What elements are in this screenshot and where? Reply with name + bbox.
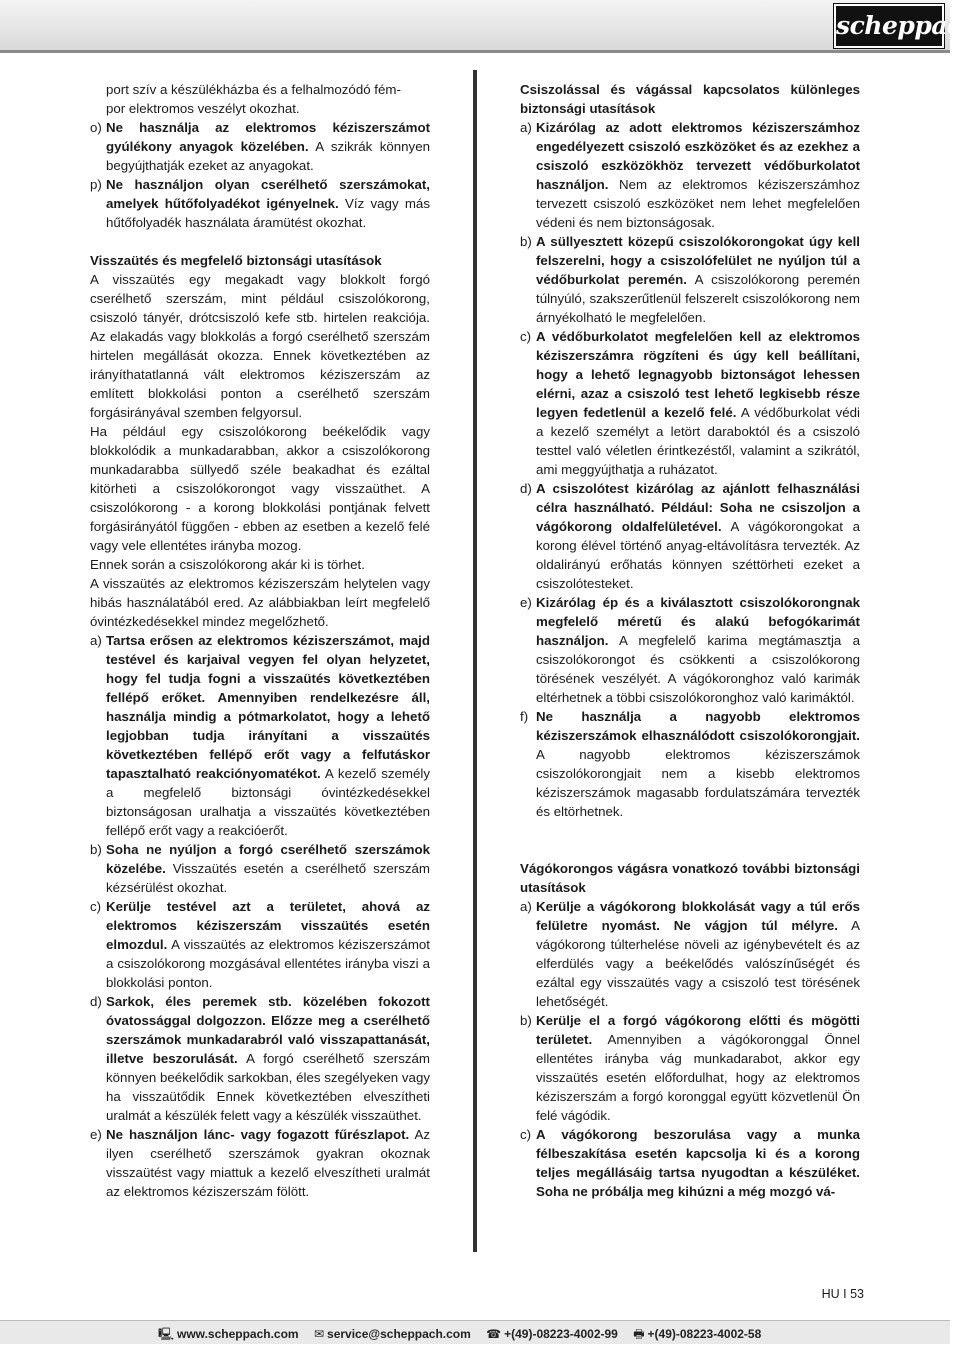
- footer-phone-text: +(49)-08223-4002-99: [504, 1327, 618, 1341]
- item-label: c): [90, 899, 102, 914]
- item-text: Víz vagy más hűtőfolyadék használata áramütést okozhat.: [106, 196, 430, 230]
- item-label: p): [90, 177, 102, 192]
- item-bold-text: Kerülje a vágókorong blokkolását vagy a túl erős felületre nyomást. Ne vágjon túl mélyre.: [536, 899, 860, 933]
- item-text: Amennyiben a vágókoronggal Önnel ellentétes irányba vág munkadarabot, akkor egy visszaütés esetén előfordulhat, hogy az elektromos kéziszerszám a forgó koronggal együtt közvetlenül Ön felé vágódik.: [536, 1032, 860, 1123]
- kickback-item: [90, 897, 430, 992]
- item-bold-text: A vágókorong beszorulása vagy a munka félbeszakítása esetén kapcsolja ki és a korong teljes megállásáig tartsa nyugodtan a készüléket. Soha ne próbálja meg kihúzni a még mozgó vá-: [536, 1127, 860, 1199]
- item-text: A védőburkolat védi a kezelő személyt a letört daraboktól és a csiszoló testtel való véletlen érintkezéstől, valamint a szikrától, ami meggyújthatja a ruházatot.: [536, 405, 860, 477]
- cutting-item: [520, 1125, 860, 1201]
- continuation-line-1: port szív a készülékházba és a felhalmozódó fém-: [106, 82, 401, 97]
- kickback-heading: Visszaütés és megfelelő biztonsági utasítások: [90, 253, 382, 268]
- page-number: HU I 53: [821, 1287, 864, 1301]
- item-bold-text: Soha ne nyúljon a forgó cserélhető szerszámok közelébe.: [106, 842, 430, 876]
- item-label: a): [90, 633, 102, 648]
- item-label: a): [520, 120, 532, 135]
- item-label: c): [520, 329, 532, 344]
- item-text: A szikrák könnyen begyújthatják ezeket az anyagokat.: [106, 139, 430, 173]
- header-band: [0, 0, 950, 53]
- kickback-paragraph-4: A visszaütés az elektromos kéziszerszám helytelen vagy hibás használatából ered. Az alábbiakban leírt megfelelő óvintézkedésekkel mindez megelőzhető.: [90, 576, 430, 629]
- item-text: A csiszolókorong peremén túlnyúló, szakszerűtlenül felszerelt csiszolókorong nem árnyékolható le megfelelően.: [536, 272, 860, 325]
- item-bold-text: Kerülje el a forgó vágókorong előtti és mögötti területet.: [536, 1013, 860, 1047]
- item-label: b): [520, 1013, 532, 1028]
- grinding-list: [520, 118, 860, 821]
- left-top-list: [90, 118, 430, 232]
- item-bold-text: Kizárólag ép és a kiválasztott csiszolókorongnak megfelelő méretű és alakú befogókarimát használjon.: [536, 595, 860, 648]
- item-bold-text: Kerülje testével azt a területet, ahová az elektromos kéziszerszám visszaütés esetén elmozdul.: [106, 899, 430, 952]
- grinding-item: [520, 707, 860, 821]
- kickback-list: [90, 631, 430, 1201]
- item-bold-text: Ne használjon olyan cserélhető szerszámokat, amelyek hűtőfolyadékot igényelnek.: [106, 177, 430, 211]
- item-label: b): [90, 842, 102, 857]
- grinding-item: [520, 232, 860, 327]
- item-label: b): [520, 234, 532, 249]
- item-label: c): [520, 1127, 532, 1142]
- cutting-list: [520, 897, 860, 1201]
- item-label: f): [520, 709, 529, 724]
- column-divider: [473, 70, 477, 1252]
- kickback-item: [90, 631, 430, 840]
- grinding-item: [520, 479, 860, 593]
- item-label: e): [520, 595, 532, 610]
- item-label: a): [520, 899, 532, 914]
- cutting-heading: Vágókorongos vágásra vonatkozó további biztonsági utasítások: [520, 861, 860, 895]
- safety-item: [90, 175, 430, 232]
- kickback-item: [90, 840, 430, 897]
- footer-phone: [486, 1327, 618, 1341]
- right-column: [520, 80, 860, 1201]
- cutting-item: [520, 1011, 860, 1125]
- kickback-item: [90, 992, 430, 1125]
- item-bold-text: A csiszolótest kizárólag az ajánlott felhasználási célra használható. Például: Soha ne csiszoljon a vágókorong oldalfelületével.: [536, 481, 860, 534]
- footer-fax: [633, 1327, 761, 1341]
- item-bold-text: Sarkok, éles peremek stb. közelében fokozott óvatossággal dolgozzon. Előzze meg a cserélhető szerszámok munkadarabról való visszapattanását, illetve beszorulását.: [106, 994, 430, 1066]
- kickback-item: [90, 1125, 430, 1201]
- item-bold-text: Ne használja a nagyobb elektromos kéziszerszámok elhasználódott csiszolókorongjait.: [536, 709, 860, 743]
- phone-icon: ☎: [486, 1327, 502, 1341]
- fax-icon: 🖶: [633, 1327, 645, 1341]
- item-bold-text: Tartsa erősen az elektromos kéziszerszámot, majd testével és karjaival vegyen fel olyan helyzetet, hogy fel tudja fogni a visszaütés következtében fellépő erőket. Amennyiben rendelkezésre áll, használja mindig a pótmarkolatot, hogy a lehető legjobban tudja irányítani a visszaütés következtében fellépő erőt vagy a felfutáskor tapasztalható reakciónyomatékot.: [106, 633, 430, 781]
- item-text: Visszaütés esetén a cserélhető szerszám kézsérülést okozhat.: [106, 861, 430, 895]
- item-text: A megfelelő karima megtámasztja a csiszolókorongot és csökkenti a csiszolókorong törésének veszélyét. A vágókoronghoz való karimák eltérhetnek a többi csiszolókoronghoz való karimáktól.: [536, 633, 860, 705]
- item-bold-text: Ne használja az elektromos kéziszerszámot gyúlékony anyagok közelében.: [106, 120, 430, 154]
- item-text: A nagyobb elektromos kéziszerszámok csiszolókorongjait nem a kisebb elektromos kéziszerszámok magasabb fordulatszámára tervezték és eltörhetnek.: [536, 747, 860, 819]
- item-text: A visszaütés az elektromos kéziszerszámot a csiszolókorong mozgásával ellentétes irányba viszi a blokkolási ponton.: [106, 937, 430, 990]
- cutting-item: [520, 897, 860, 1011]
- kickback-paragraph-3: Ennek során a csiszolókorong akár ki is törhet.: [90, 557, 365, 572]
- kickback-paragraph-2: Ha például egy csiszolókorong beékelődik vagy blokkolódik a munkadarabban, akkor a csiszolókorong munkadarabba süllyedő széle beakadhat és ezáltal kitörheti a csiszolókorongot vagy visszaüthet. A csiszolókorong - a korong blokkolási pontjának felvett forgásirányától függően - ebben az esetben a kezelő felé vagy vele ellentétes irányba mozog.: [90, 424, 430, 553]
- grinding-heading: Csiszolással és vágással kapcsolatos különleges biztonsági utasítások: [520, 82, 860, 116]
- safety-item: [90, 118, 430, 175]
- item-bold-text: A védőburkolatot megfelelően kell az elektromos kéziszerszámra rögzíteni és úgy kell beállítani, hogy a lehető legnagyobb biztonságot lehessen elérni, azaz a csiszoló test lehető legkisebb része legyen fedetlenül a kezelő felé.: [536, 329, 860, 420]
- item-text: Nem az elektromos kéziszerszámhoz tervezett csiszoló eszközöket nem lehet megfelelően védeni és nem biztonságosak.: [536, 177, 860, 230]
- continuation-line-2: por elektromos veszélyt okozhat.: [106, 101, 300, 116]
- item-bold-text: Ne használjon lánc- vagy fogazott fűrészlapot.: [106, 1127, 410, 1142]
- item-text: Az ilyen cserélhető szerszámok gyakran okoznak visszaütést vagy miattuk a kezelő elveszítheti uralmát az elektromos kéziszerszám fölött.: [106, 1127, 430, 1199]
- footer-email-text: service@scheppach.com: [327, 1327, 471, 1341]
- item-label: d): [90, 994, 102, 1009]
- item-text: A vágókorong túlterhelése növeli az igénybevételt és az elferdülés vagy a beékelődés valószínűségét és ezáltal egy visszaütés vagy a csiszoló test törésének lehetőségét.: [536, 918, 860, 1009]
- footer-web-text: www.scheppach.com: [177, 1327, 299, 1341]
- item-label: e): [90, 1127, 102, 1142]
- item-text: A kezelő személy a megfelelő biztonsági óvintézkedésekkel biztonságosan uralhatja a visszaütés következtében fellépő erőt vagy a reakcióerőt.: [106, 766, 430, 838]
- footer-web[interactable]: [158, 1327, 299, 1341]
- item-text: A vágókorongokat a korong élével történő anyag-eltávolításra tervezték. Az oldalirányú erőhatás könnyen széttörheti ezeket a csiszolótesteket.: [536, 519, 860, 591]
- left-column: [90, 80, 430, 1201]
- scheppach-logo: scheppach: [834, 4, 944, 48]
- grinding-item: [520, 593, 860, 707]
- kickback-paragraph-1: A visszaütés egy megakadt vagy blokkolt forgó cserélhető szerszám, mint például csiszolókorong, csiszoló tányér, drótcsiszoló kefe stb. hirtelen reakciója. Az elakadás vagy blokkolás a forgó cserélhető szerszám hirtelen megállását okozza. Ennek következtében az irányíthatatlanná vált elektromos kéziszerszám az említett blokkolási ponton a cserélhető szerszám forgásirányával szemben felgyorsul.: [90, 272, 430, 420]
- item-text: A forgó cserélhető szerszám könnyen beékelődik sarkokban, éles szegélyeken vagy ha visszaütődik Ennek következtében elveszítheti uralmát a készülék felett vagy a készülék visszaüthet.: [106, 1051, 431, 1123]
- footer-fax-text: +(49)-08223-4002-58: [647, 1327, 762, 1341]
- footer-email[interactable]: [314, 1327, 471, 1341]
- mail-icon: ✉: [313, 1327, 325, 1341]
- monitor-icon: 🖳: [158, 1327, 175, 1341]
- item-label: o): [90, 120, 102, 135]
- item-bold-text: Kizárólag az adott elektromos kéziszerszámhoz engedélyezett csiszoló eszközöket és az ezekhez a csiszoló eszközökhöz tervezett védőburkolatot használjon.: [536, 120, 860, 192]
- item-bold-text: A süllyesztett közepű csiszolókorongokat úgy kell felszerelni, hogy a csiszolófelület ne nyúljon túl a védőburkolat peremén.: [536, 234, 860, 287]
- grinding-item: [520, 327, 860, 479]
- item-label: d): [520, 481, 532, 496]
- footer-contacts: [158, 1325, 773, 1346]
- grinding-item: [520, 118, 860, 232]
